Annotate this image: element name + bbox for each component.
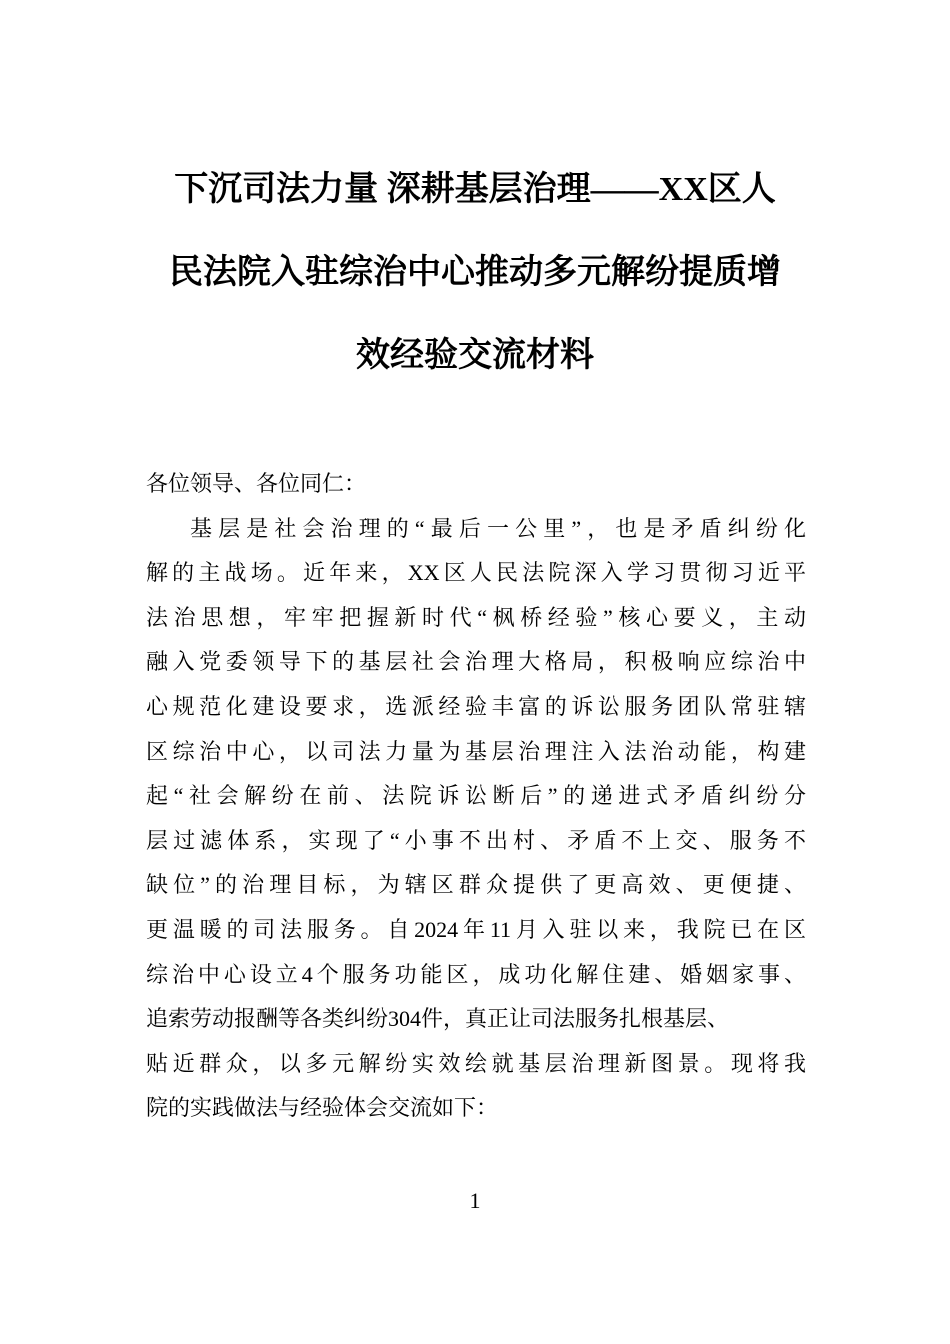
page-number: 1	[469, 1188, 481, 1213]
paragraph-line: 心规范化建设要求，选派经验丰富的诉讼服务团队常驻辖	[146, 693, 806, 719]
title-line: 下沉司法力量 深耕基层治理——XX区人	[174, 171, 776, 208]
paragraph-line: 融入党委领导下的基层社会治理大格局，积极响应综治中	[146, 649, 806, 675]
paragraph-line: 层过滤体系，实现了“小事不出村、矛盾不上交、服务不	[146, 827, 806, 853]
paragraph-line: 基层是社会治理的“最后一公里”，也是矛盾纠纷化	[190, 515, 806, 541]
document-title	[0, 160, 950, 409]
salutation: 各位领导、各位同仁：	[146, 471, 367, 496]
title-line: 效经验交流材料	[356, 337, 594, 374]
title-line: 民法院入驻综治中心推动多元解纷提质增	[169, 254, 781, 291]
paragraph-line: 追索劳动报酬等各类纠纷304件，真正让司法服务扎根基层、	[146, 1006, 730, 1032]
document-body	[146, 462, 806, 1131]
paragraph-line: 院的实践做法与经验体会交流如下：	[146, 1095, 499, 1121]
paragraph-line: 起“社会解纷在前、法院诉讼断后”的递进式矛盾纠纷分	[146, 783, 806, 809]
paragraph-line: 法治思想，牢牢把握新时代“枫桥经验”核心要义，主动	[146, 604, 806, 630]
paragraph-line: 贴近群众，以多元解纷实效绘就基层治理新图景。现将我	[146, 1050, 806, 1076]
paragraph-line: 区综治中心，以司法力量为基层治理注入法治动能，构建	[146, 738, 806, 764]
paragraph-line: 解的主战场。近年来，XX区人民法院深入学习贯彻习近平	[146, 560, 806, 586]
paragraph-line: 更温暖的司法服务。自2024年11月入驻以来，我院已在区	[146, 916, 806, 942]
paragraph-line: 综治中心设立4个服务功能区，成功化解住建、婚姻家事、	[146, 961, 806, 987]
paragraph-line: 缺位”的治理目标，为辖区群众提供了更高效、更便捷、	[146, 872, 806, 898]
